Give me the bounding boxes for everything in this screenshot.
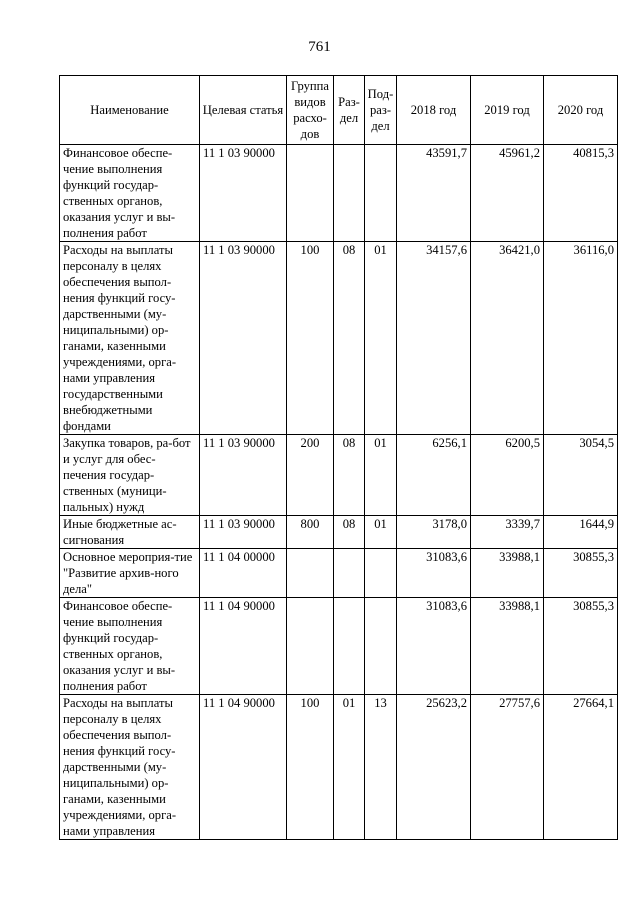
header-section: Раз-дел	[334, 76, 365, 145]
row-expense-group-cell	[287, 598, 334, 695]
header-subsection: Под-раз-дел	[365, 76, 397, 145]
row-2020-cell: 36116,0	[544, 242, 618, 435]
row-2020-cell: 27664,1	[544, 695, 618, 840]
row-2019-cell: 33988,1	[471, 598, 544, 695]
table-row	[60, 435, 618, 516]
row-2018-cell: 31083,6	[397, 598, 471, 695]
header-2018: 2018 год	[397, 76, 471, 145]
row-2018-cell: 6256,1	[397, 435, 471, 516]
header-name: Наименование	[60, 76, 200, 145]
header-2019: 2019 год	[471, 76, 544, 145]
row-target-article-cell: 11 1 03 90000	[200, 145, 287, 242]
row-2020-cell: 1644,9	[544, 516, 618, 549]
row-name-cell: Расходы на выплаты персоналу в целях обеспечения выпол-нения функций госу-дарственными (му-ниципальными) ор-ганами, казенными учреждениями, орга-нами управления	[60, 695, 200, 840]
row-target-article-cell: 11 1 04 90000	[200, 598, 287, 695]
table-row	[60, 549, 618, 598]
row-subsection-cell: 13	[365, 695, 397, 840]
row-name-cell: Финансовое обеспе-чение выполнения функций государ-ственных органов, оказания услуг и вы-полнения работ	[60, 598, 200, 695]
table-row	[60, 242, 618, 435]
row-expense-group-cell	[287, 145, 334, 242]
row-target-article-cell: 11 1 03 90000	[200, 435, 287, 516]
row-expense-group-cell: 100	[287, 695, 334, 840]
row-2020-cell: 30855,3	[544, 598, 618, 695]
table-row	[60, 695, 618, 840]
row-subsection-cell: 01	[365, 242, 397, 435]
row-name-cell: Закупка товаров, ра-бот и услуг для обес-печения государ-ственных (муници-пальных) нужд	[60, 435, 200, 516]
row-subsection-cell: 01	[365, 516, 397, 549]
row-2019-cell: 45961,2	[471, 145, 544, 242]
row-expense-group-cell: 800	[287, 516, 334, 549]
row-2020-cell: 3054,5	[544, 435, 618, 516]
row-2018-cell: 31083,6	[397, 549, 471, 598]
row-2019-cell: 36421,0	[471, 242, 544, 435]
row-expense-group-cell	[287, 549, 334, 598]
row-2019-cell: 27757,6	[471, 695, 544, 840]
row-2019-cell: 33988,1	[471, 549, 544, 598]
row-section-cell: 08	[334, 435, 365, 516]
row-expense-group-cell: 100	[287, 242, 334, 435]
row-section-cell	[334, 549, 365, 598]
row-target-article-cell: 11 1 03 90000	[200, 516, 287, 549]
row-2019-cell: 3339,7	[471, 516, 544, 549]
header-expense-group: Группа видов расхо-дов	[287, 76, 334, 145]
row-2020-cell: 40815,3	[544, 145, 618, 242]
row-subsection-cell	[365, 549, 397, 598]
row-name-cell: Основное мероприя-тие "Развитие архив-ного дела"	[60, 549, 200, 598]
table-header-row	[60, 76, 618, 145]
row-2018-cell: 3178,0	[397, 516, 471, 549]
row-2018-cell: 25623,2	[397, 695, 471, 840]
header-target-article: Целевая статья	[200, 76, 287, 145]
page-number: 761	[308, 39, 331, 55]
row-subsection-cell: 01	[365, 435, 397, 516]
row-name-cell: Расходы на выплаты персоналу в целях обеспечения выпол-нения функций госу-дарственными (му-ниципальными) ор-ганами, казенными учреждениями, орга-нами управления государственными внебюджетными фондами	[60, 242, 200, 435]
row-name-cell: Иные бюджетные ас-сигнования	[60, 516, 200, 549]
row-section-cell	[334, 598, 365, 695]
row-2018-cell: 34157,6	[397, 242, 471, 435]
header-2020: 2020 год	[544, 76, 618, 145]
row-section-cell: 08	[334, 242, 365, 435]
table-row	[60, 516, 618, 549]
row-name-cell: Финансовое обеспе-чение выполнения функций государ-ственных органов, оказания услуг и вы-полнения работ	[60, 145, 200, 242]
row-section-cell	[334, 145, 365, 242]
row-2019-cell: 6200,5	[471, 435, 544, 516]
row-subsection-cell	[365, 598, 397, 695]
table-row	[60, 598, 618, 695]
row-target-article-cell: 11 1 03 90000	[200, 242, 287, 435]
table-row	[60, 145, 618, 242]
row-2018-cell: 43591,7	[397, 145, 471, 242]
budget-table	[59, 75, 618, 840]
row-target-article-cell: 11 1 04 90000	[200, 695, 287, 840]
table-body	[60, 145, 618, 840]
row-expense-group-cell: 200	[287, 435, 334, 516]
row-subsection-cell	[365, 145, 397, 242]
row-section-cell: 01	[334, 695, 365, 840]
row-target-article-cell: 11 1 04 00000	[200, 549, 287, 598]
row-2020-cell: 30855,3	[544, 549, 618, 598]
row-section-cell: 08	[334, 516, 365, 549]
